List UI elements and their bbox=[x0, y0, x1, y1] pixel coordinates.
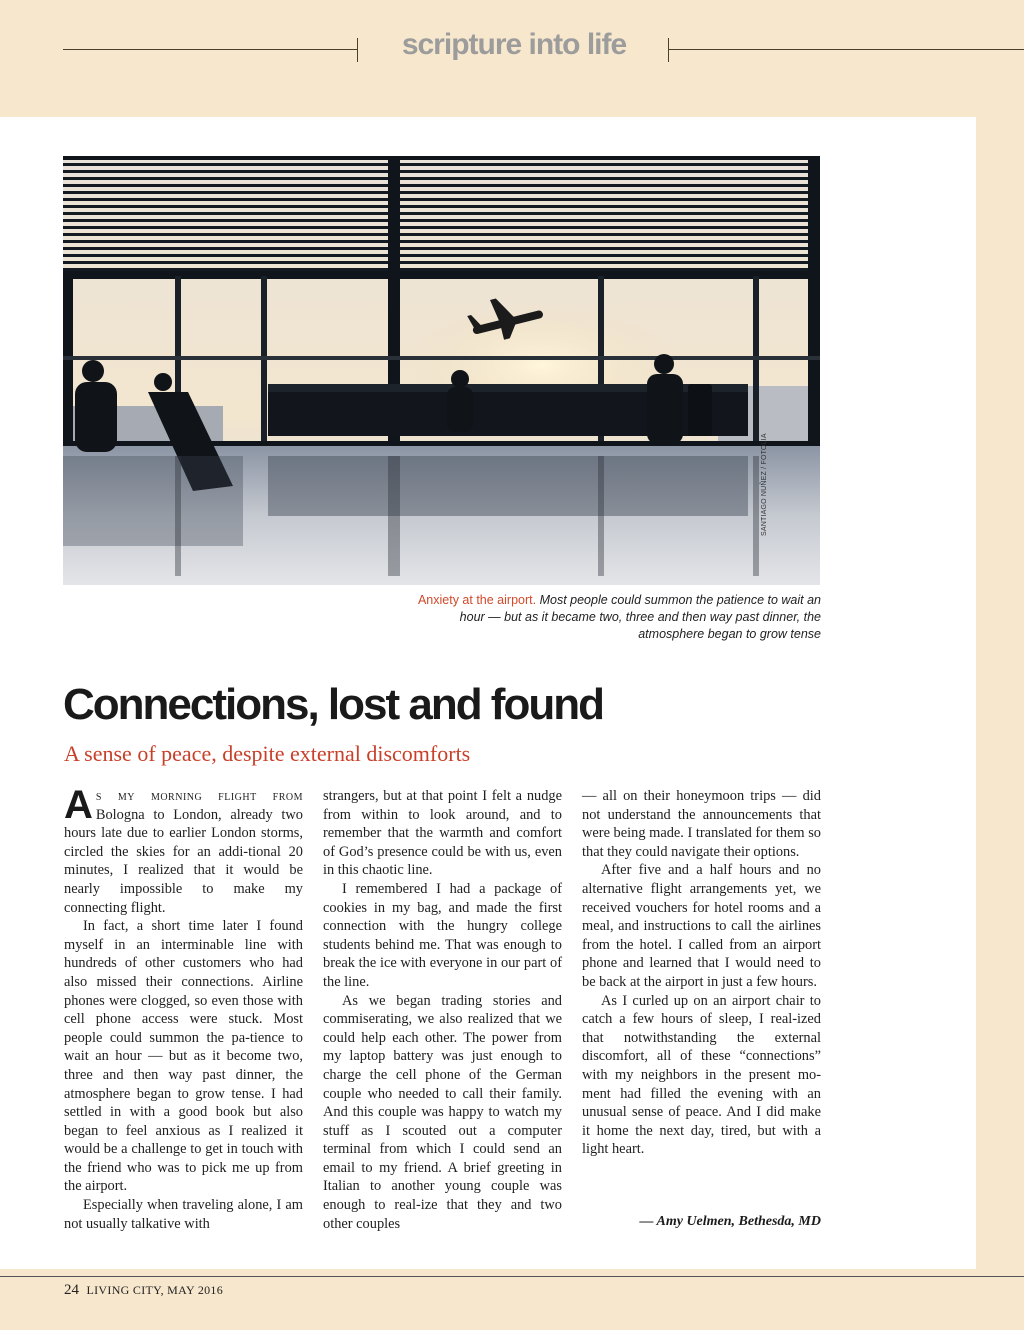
opening-smallcaps: s my morning flight from bbox=[95, 788, 303, 804]
drop-cap: A bbox=[64, 783, 93, 827]
header-tick-left bbox=[357, 38, 358, 62]
paragraph: In fact, a short time later I found myself in an interminable line with hundreds of other customers who had also missed their connections. Airline phones were clogged, so even those with cell phone access were stuck. Most people could summon the pa-tience to wait an hour — but as it become two, three and then way past dinner, the atmosphere began to grow tense. I had settled in with a good book but also began to feel anxious as I realized it would be a challenge to get in touch with the friend who was to pick me up from the airport. bbox=[64, 918, 303, 1195]
paragraph: As I curled up on an airport chair to catch a few hours of sleep, I real-ized that notwithstanding the external discomfort, all of these “connections” with my neighbors in the present mo-ment had filled the evening with an unusual sense of peace. And I did make it home the next day, tired, but with a light heart. bbox=[582, 992, 821, 1158]
article-column-3 bbox=[582, 787, 821, 1159]
paragraph: After five and a half hours and no alternative flight arrangements yet, we received vouchers for hotel rooms and a meal, and instructions to call the airlines from the hotel. I called from an airport phone and learned that I would need to be back at the airport in just a few hours. bbox=[582, 862, 821, 990]
paragraph: I remembered I had a package of cookies in my bag, and made the first connection with the hungry college students behind me. That was enough to break the ice with everyone in our part of the line. bbox=[323, 880, 562, 990]
article-deck: A sense of peace, despite external discomforts bbox=[64, 741, 471, 766]
caption-lead: Anxiety at the airport. bbox=[417, 593, 537, 607]
page-folio bbox=[64, 1282, 223, 1299]
article-column-1 bbox=[64, 783, 303, 1233]
photo-credit: SANTIAGO NUÑEZ / FOTOLIA bbox=[761, 433, 768, 536]
section-title: scripture into life bbox=[401, 28, 627, 61]
paragraph: strangers, but at that point I felt a nudge from within to look around, and to remember that the warmth and comfort of God’s presence could be with us, even in this chaotic line. bbox=[323, 788, 562, 879]
photo-caption bbox=[400, 592, 821, 643]
airport-terminal-photo bbox=[63, 156, 820, 585]
article-headline: Connections, lost and found bbox=[63, 680, 603, 729]
header-rule-right bbox=[668, 49, 1024, 50]
paragraph: As we began trading stories and commiserating, we also realized that we could help each other. The power from my laptop battery was just enough to charge the cell phone of the German couple who needed to call their family. And this couple was happy to watch my stuff as I scouted out a computer terminal from which I could send an email to my friend. A brief greeting in Italian to another young couple was enough to real-ize that they and two other couples bbox=[323, 992, 562, 1232]
header-rule-left bbox=[63, 49, 358, 50]
publication-name: LIVING CITY, MAY 2016 bbox=[86, 1283, 224, 1297]
footer-rule bbox=[0, 1276, 1024, 1277]
paragraph bbox=[64, 783, 303, 917]
article-column-2 bbox=[323, 787, 562, 1233]
author-signature: — Amy Uelmen, Bethesda, MD bbox=[639, 1214, 821, 1229]
paragraph: Especially when traveling alone, I am not usually talkative with bbox=[64, 1197, 303, 1232]
page-number: 24 bbox=[64, 1282, 79, 1298]
paragraph: — all on their honeymoon trips — did not understand the announcements that were being made. I translated for them so that they could navigate their options. bbox=[582, 788, 821, 860]
caption-body: Most people could summon the patience to wait an hour — but as it became two, three and then way past dinner, the atmosphere began to grow tense bbox=[459, 593, 821, 641]
paragraph-text: Bologna to London, already two hours late due to earlier London storms, circled the skies for an addi-tional 20 minutes, I realized that it would be nearly impossible to make my connecting flight. bbox=[64, 806, 303, 916]
header-tick-right bbox=[668, 38, 669, 62]
airport-photo-illustration bbox=[63, 156, 820, 585]
